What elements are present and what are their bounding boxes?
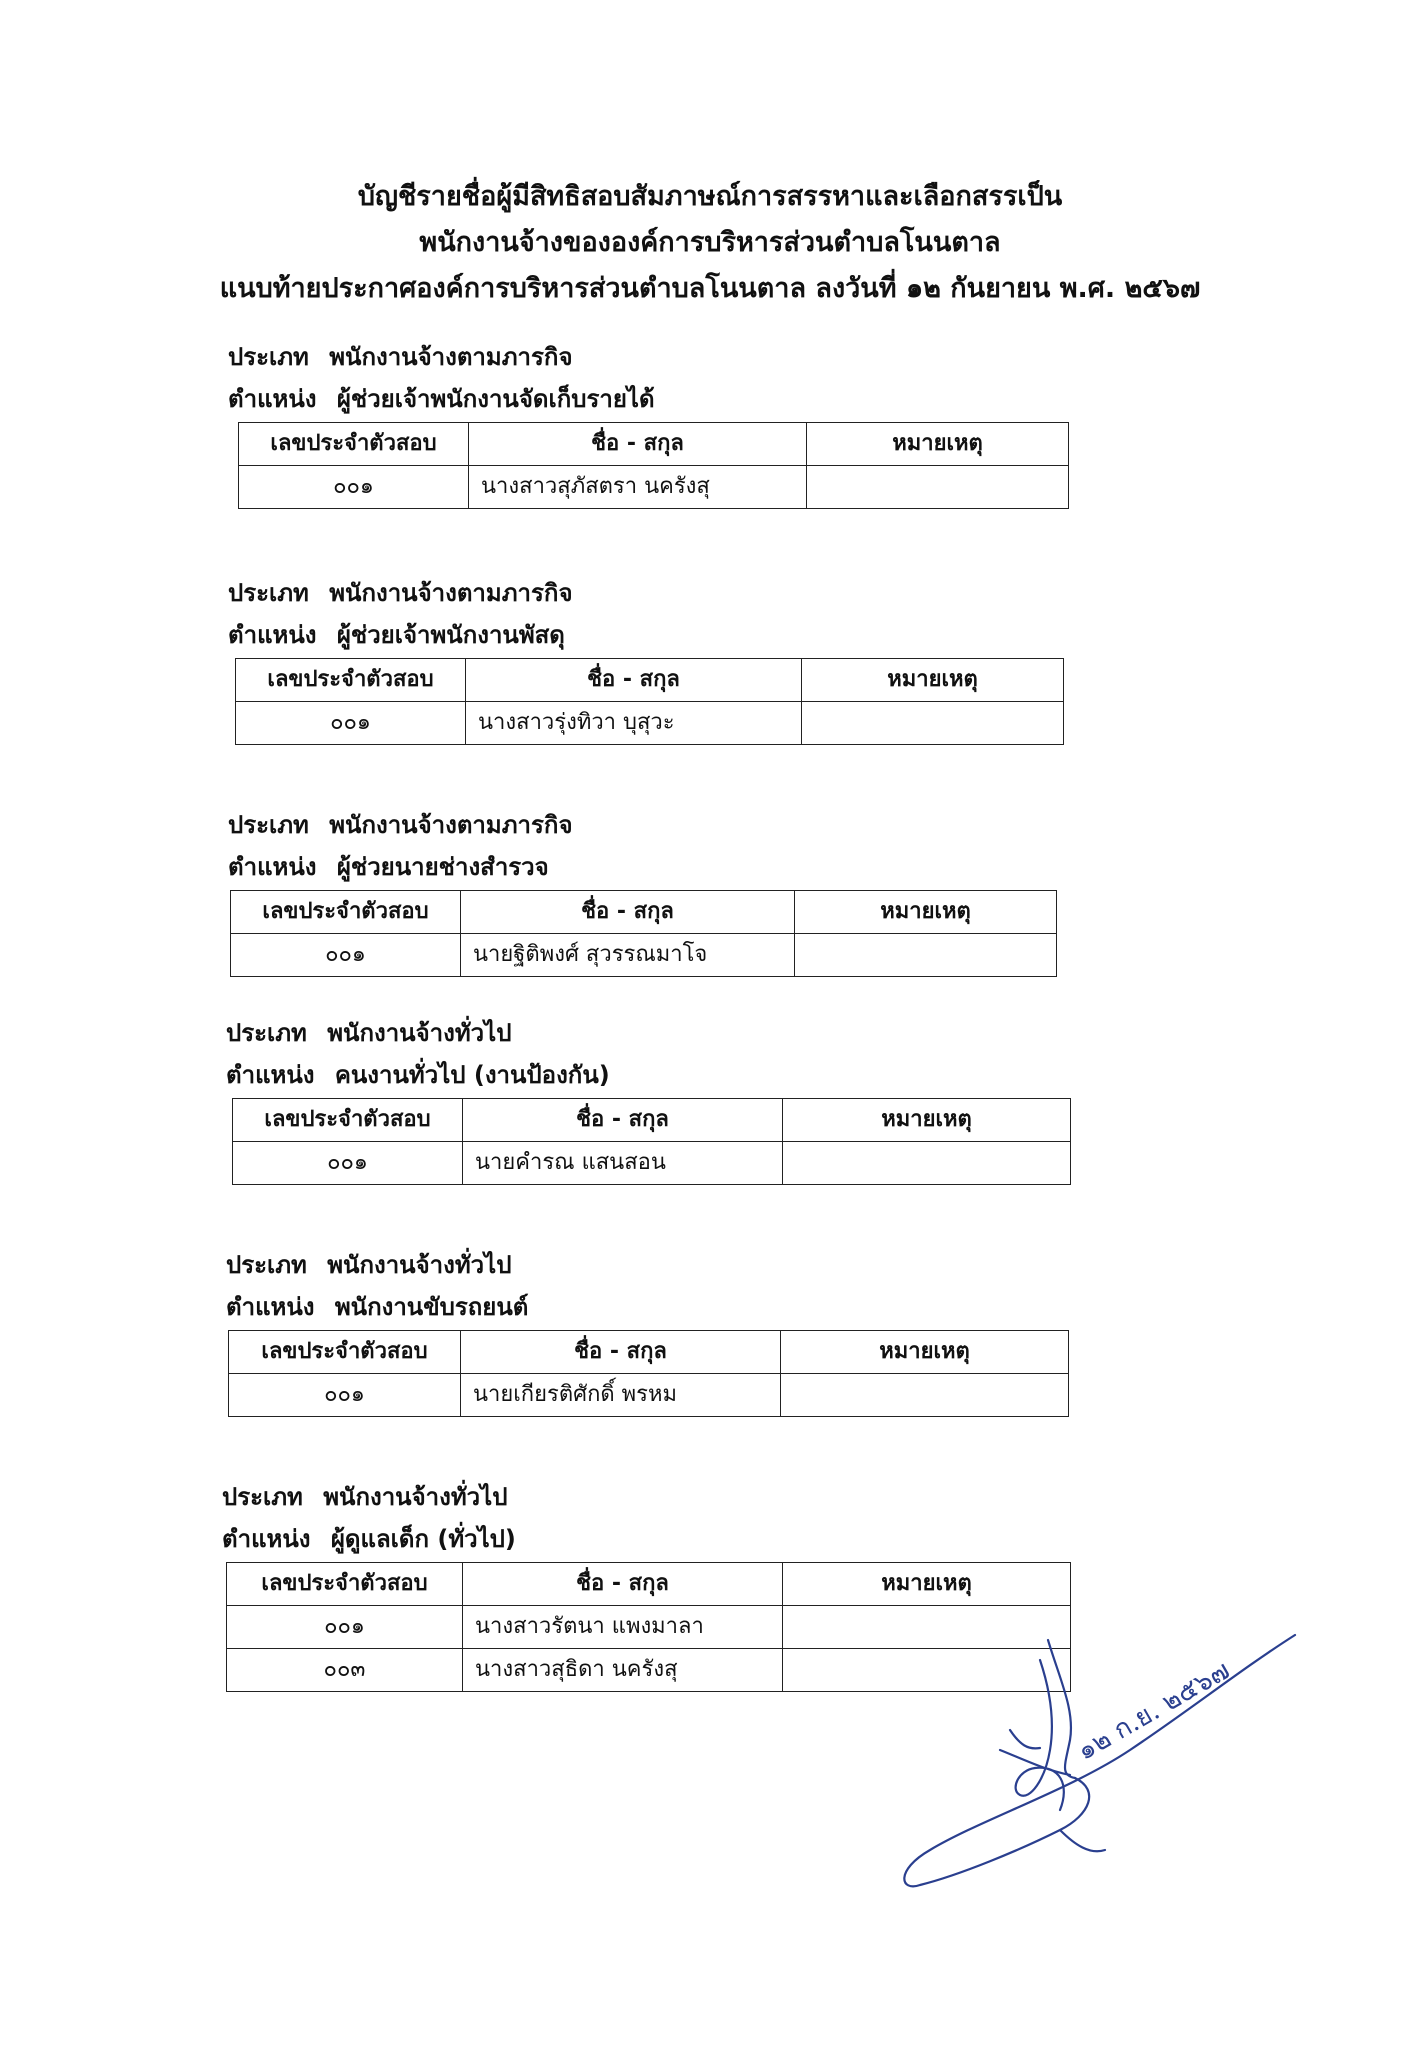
title-line-1: บัญชีรายชื่อผู้มีสิทธิสอบสัมภาษณ์การสรรหาและเลือกสรรเป็น [357, 181, 1063, 212]
header-exam-id: เลขประจำตัวสอบ [227, 1563, 463, 1606]
position-label: ตำแหน่ง [226, 1061, 315, 1089]
table-header-row [229, 1331, 1069, 1374]
header-exam-id: เลขประจำตัวสอบ [239, 423, 469, 466]
type-value: พนักงานจ้างตามภารกิจ [329, 343, 573, 371]
type-label: ประเภท [222, 1483, 303, 1511]
header-exam-id: เลขประจำตัวสอบ [233, 1099, 463, 1142]
header-name: ชื่อ - สกุล [463, 1099, 783, 1142]
type-label: ประเภท [226, 1251, 307, 1279]
section-position [226, 1290, 1069, 1324]
page-title [0, 174, 1420, 312]
cell-exam-id: ๐๐๑ [236, 702, 466, 745]
section-driver [226, 1248, 1069, 1417]
type-label: ประเภท [228, 343, 309, 371]
table-header-row [239, 423, 1069, 466]
header-exam-id: เลขประจำตัวสอบ [236, 659, 466, 702]
type-value: พนักงานจ้างตามภารกิจ [329, 811, 573, 839]
header-name: ชื่อ - สกุล [463, 1563, 783, 1606]
cell-name: นางสาวสุภัสตรา นครังสุ [469, 466, 807, 509]
title-line-3: แนบท้ายประกาศองค์การบริหารส่วนตำบลโนนตาล ลงวันที่ ๑๒ กันยายน พ.ศ. ๒๕๖๗ [219, 273, 1201, 304]
cell-exam-id: ๐๐๑ [239, 466, 469, 509]
header-name: ชื่อ - สกุล [469, 423, 807, 466]
table-row [229, 1374, 1069, 1417]
header-name: ชื่อ - สกุล [461, 891, 795, 934]
title-line-2: พนักงานจ้างขององค์การบริหารส่วนตำบลโนนตาล [419, 227, 1001, 258]
table-row [236, 702, 1064, 745]
cell-exam-id: ๐๐๑ [233, 1142, 463, 1185]
signature-date: ๑๒ ก.ย. ๒๕๖๗ [1072, 1655, 1236, 1767]
type-value: พนักงานจ้างตามภารกิจ [329, 579, 573, 607]
cell-remark [783, 1142, 1071, 1185]
table-header-row [236, 659, 1064, 702]
section-position [228, 618, 1064, 652]
header-name: ชื่อ - สกุล [461, 1331, 781, 1374]
header-remark: หมายเหตุ [783, 1099, 1071, 1142]
position-value: พนักงานขับรถยนต์ [334, 1293, 529, 1321]
header-remark: หมายเหตุ [783, 1563, 1071, 1606]
cell-name: นายเกียรติศักดิ์ พรหม [461, 1374, 781, 1417]
position-label: ตำแหน่ง [222, 1525, 311, 1553]
cell-remark [781, 1374, 1069, 1417]
type-label: ประเภท [228, 579, 309, 607]
section-survey-assistant [228, 808, 1057, 977]
table-row [239, 466, 1069, 509]
section-type [226, 1016, 1071, 1050]
cell-remark [807, 466, 1069, 509]
cell-exam-id: ๐๐๑ [231, 934, 461, 977]
cell-name: นางสาวสุธิดา นครังสุ [463, 1649, 783, 1692]
candidate-table [228, 1330, 1069, 1417]
cell-name: นางสาวรัตนา แพงมาลา [463, 1606, 783, 1649]
position-value: ผู้ช่วยเจ้าพนักงานพัสดุ [336, 621, 565, 649]
table-header-row [233, 1099, 1071, 1142]
position-label: ตำแหน่ง [226, 1293, 315, 1321]
type-value: พนักงานจ้างทั่วไป [327, 1251, 512, 1279]
header-remark: หมายเหตุ [781, 1331, 1069, 1374]
section-position [226, 1058, 1071, 1092]
position-label: ตำแหน่ง [228, 621, 317, 649]
position-value: ผู้ช่วยนายช่างสำรวจ [336, 853, 549, 881]
cell-name: นายฐิติพงศ์ สุวรรณมาโจ [461, 934, 795, 977]
section-general-laborer [226, 1016, 1071, 1185]
cell-remark [802, 702, 1064, 745]
type-label: ประเภท [226, 1019, 307, 1047]
section-type [228, 808, 1057, 842]
section-position [222, 1522, 1071, 1556]
type-value: พนักงานจ้างทั่วไป [327, 1019, 512, 1047]
candidate-table [238, 422, 1069, 509]
table-row [231, 934, 1057, 977]
type-value: พนักงานจ้างทั่วไป [323, 1483, 508, 1511]
position-label: ตำแหน่ง [228, 853, 317, 881]
header-remark: หมายเหตุ [807, 423, 1069, 466]
cell-remark [795, 934, 1057, 977]
position-label: ตำแหน่ง [228, 385, 317, 413]
header-name: ชื่อ - สกุล [466, 659, 802, 702]
position-value: ผู้ช่วยเจ้าพนักงานจัดเก็บรายได้ [336, 385, 655, 413]
type-label: ประเภท [228, 811, 309, 839]
section-revenue-assistant [228, 340, 1069, 509]
section-type [226, 1248, 1069, 1282]
section-supplies-assistant [228, 576, 1064, 745]
section-type [228, 576, 1064, 610]
section-type [222, 1480, 1071, 1514]
header-exam-id: เลขประจำตัวสอบ [229, 1331, 461, 1374]
cell-exam-id: ๐๐๓ [227, 1649, 463, 1692]
table-row [233, 1142, 1071, 1185]
table-header-row [231, 891, 1057, 934]
cell-name: นางสาวรุ่งทิวา บุสุวะ [466, 702, 802, 745]
header-remark: หมายเหตุ [802, 659, 1064, 702]
header-remark: หมายเหตุ [795, 891, 1057, 934]
cell-name: นายคำรณ แสนสอน [463, 1142, 783, 1185]
candidate-table [232, 1098, 1071, 1185]
section-position [228, 382, 1069, 416]
candidate-table [230, 890, 1057, 977]
cell-exam-id: ๐๐๑ [227, 1606, 463, 1649]
position-value: ผู้ดูแลเด็ก (ทั่วไป) [330, 1525, 516, 1553]
header-exam-id: เลขประจำตัวสอบ [231, 891, 461, 934]
section-type [228, 340, 1069, 374]
candidate-table [235, 658, 1064, 745]
cell-exam-id: ๐๐๑ [229, 1374, 461, 1417]
position-value: คนงานทั่วไป (งานป้องกัน) [334, 1061, 610, 1089]
section-position [228, 850, 1057, 884]
